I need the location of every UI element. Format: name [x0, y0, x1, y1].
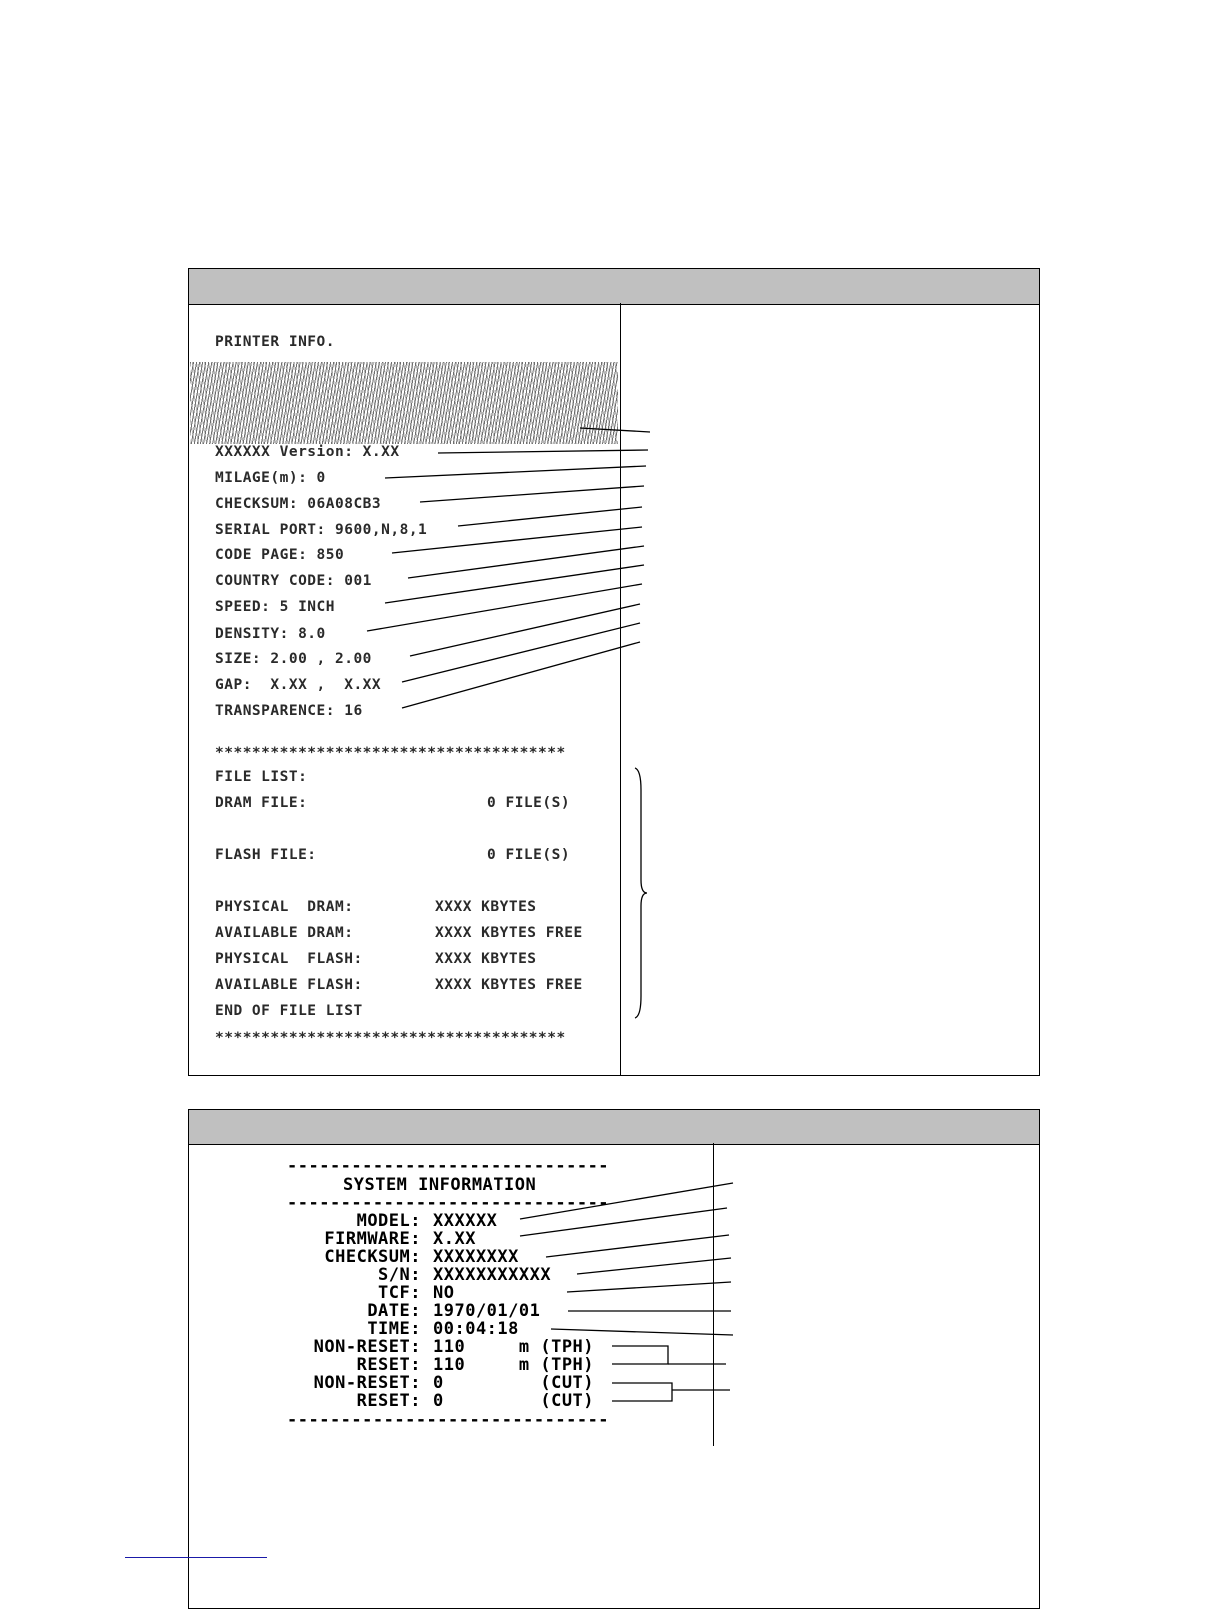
printer-info-line-checksum: CHECKSUM: 06A08CB3 — [215, 496, 382, 512]
printer-info-line-code-page: CODE PAGE: 850 — [215, 547, 345, 563]
printer-info-line-milage: MILAGE(m): 0 — [215, 470, 326, 486]
firmware-label: FIRMWARE: — [324, 1229, 421, 1249]
date-label: DATE: — [367, 1301, 421, 1321]
serial-number-value: XXXXXXXXXXX — [433, 1265, 552, 1285]
system-info-rule-bottom: ------------------------------ — [287, 1410, 610, 1430]
tph-non-reset-label: NON-RESET: — [313, 1337, 421, 1357]
cut-reset-value: 0 (CUT) — [433, 1391, 595, 1411]
system-info-title: SYSTEM INFORMATION — [343, 1175, 537, 1195]
printer-info-column-divider — [620, 303, 621, 1075]
cut-reset-label: RESET: — [356, 1391, 421, 1411]
available-dram-value: XXXX KBYTES FREE — [435, 925, 583, 941]
time-label: TIME: — [367, 1319, 421, 1339]
printer-info-line-density: DENSITY: 8.0 — [215, 626, 326, 642]
system-info-rule-top: ------------------------------ — [287, 1156, 610, 1176]
physical-dram-value: XXXX KBYTES — [435, 899, 537, 915]
system-info-column-divider — [713, 1143, 714, 1446]
printer-info-line-version: XXXXXX Version: X.XX — [215, 444, 400, 460]
printer-info-line-gap: GAP: X.XX , X.XX — [215, 677, 382, 693]
checksum-label: CHECKSUM: — [324, 1247, 421, 1267]
date-value: 1970/01/01 — [433, 1301, 541, 1321]
tcf-label: TCF: — [378, 1283, 421, 1303]
physical-flash-label: PHYSICAL FLASH: — [215, 951, 363, 967]
printer-info-title: PRINTER INFO. — [215, 334, 335, 350]
cut-non-reset-label: NON-RESET: — [313, 1373, 421, 1393]
firmware-value: X.XX — [433, 1229, 476, 1249]
tph-reset-value: 110 m (TPH) — [433, 1355, 595, 1375]
printer-info-line-size: SIZE: 2.00 , 2.00 — [215, 651, 372, 667]
file-list-title: FILE LIST: — [215, 769, 308, 785]
printer-info-line-serial-port: SERIAL PORT: 9600,N,8,1 — [215, 522, 428, 538]
test-pattern — [190, 362, 618, 444]
checksum-value: XXXXXXXX — [433, 1247, 519, 1267]
printer-info-line-transparence: TRANSPARENCE: 16 — [215, 703, 363, 719]
printer-info-header-bar — [189, 269, 1039, 305]
cut-non-reset-value: 0 (CUT) — [433, 1373, 595, 1393]
tph-reset-label: RESET: — [356, 1355, 421, 1375]
dram-file-label: DRAM FILE: — [215, 795, 308, 811]
flash-file-label: FLASH FILE: — [215, 847, 317, 863]
dram-file-value: 0 FILE(S) — [487, 795, 571, 811]
physical-dram-label: PHYSICAL DRAM: — [215, 899, 354, 915]
footnote-rule — [125, 1557, 267, 1558]
available-flash-label: AVAILABLE FLASH: — [215, 977, 363, 993]
tph-non-reset-value: 110 m (TPH) — [433, 1337, 595, 1357]
available-dram-label: AVAILABLE DRAM: — [215, 925, 354, 941]
printer-info-line-speed: SPEED: 5 INCH — [215, 599, 335, 615]
system-info-header-bar — [189, 1110, 1039, 1145]
separator-top: ************************************** — [215, 745, 566, 761]
serial-number-label: S/N: — [378, 1265, 421, 1285]
time-value: 00:04:18 — [433, 1319, 519, 1339]
system-info-table — [188, 1109, 1040, 1609]
separator-bottom: ************************************** — [215, 1030, 566, 1046]
model-label: MODEL: — [356, 1211, 421, 1231]
physical-flash-value: XXXX KBYTES — [435, 951, 537, 967]
tcf-value: NO — [433, 1283, 455, 1303]
flash-file-value: 0 FILE(S) — [487, 847, 571, 863]
system-info-rule-mid: ------------------------------ — [287, 1193, 610, 1213]
model-value: XXXXXX — [433, 1211, 498, 1231]
available-flash-value: XXXX KBYTES FREE — [435, 977, 583, 993]
printer-info-line-country-code: COUNTRY CODE: 001 — [215, 573, 372, 589]
end-of-file-list: END OF FILE LIST — [215, 1003, 363, 1019]
